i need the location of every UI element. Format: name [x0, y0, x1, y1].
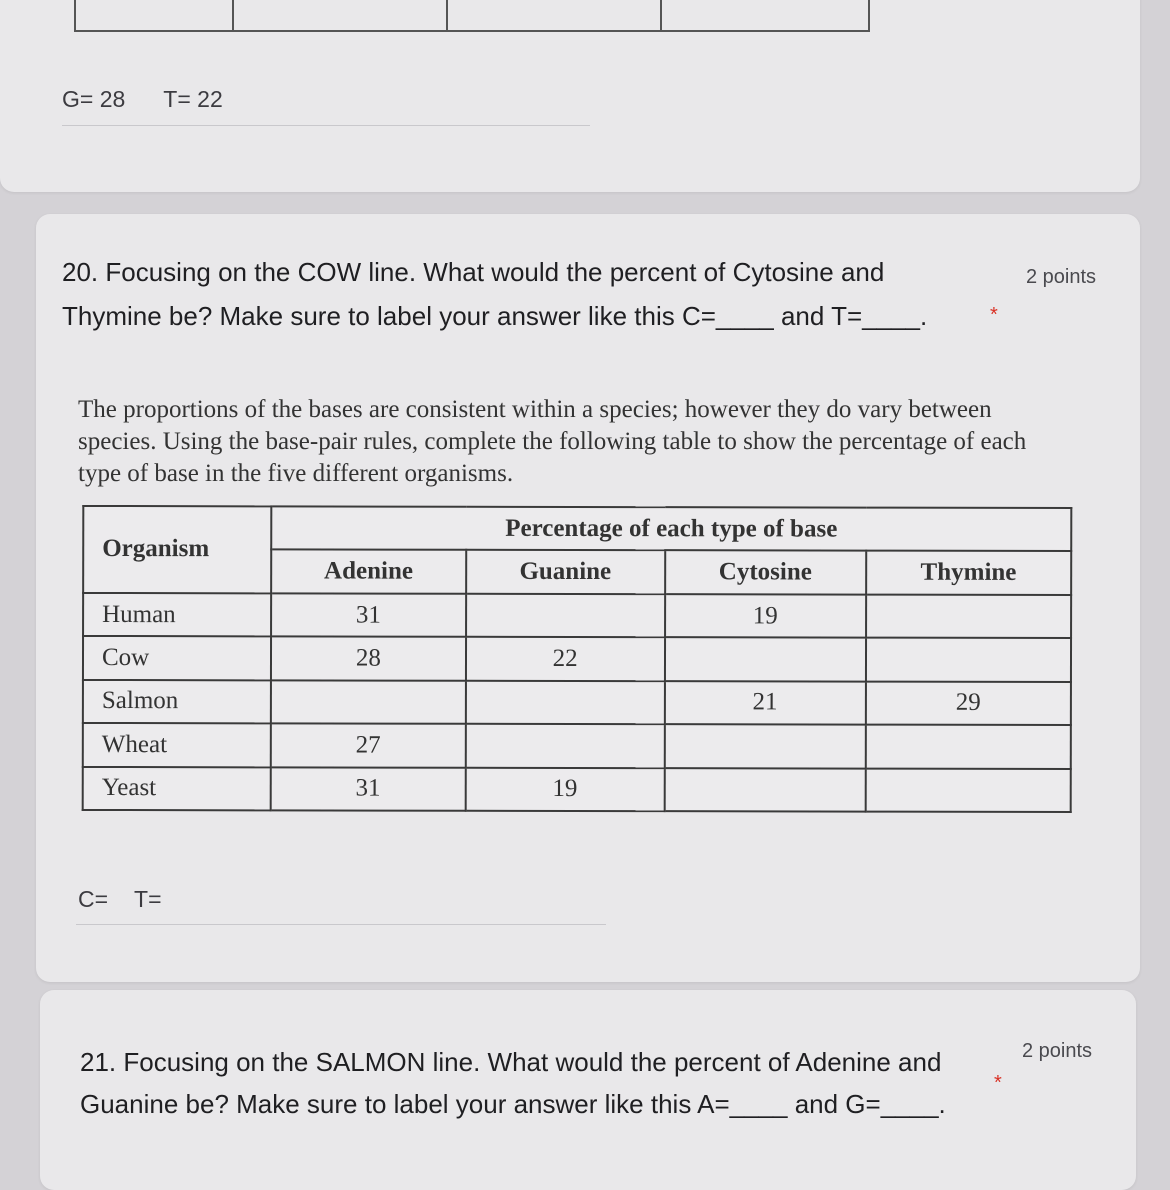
cytosine-cell: 19: [665, 594, 866, 638]
guanine-cell: 19: [465, 767, 664, 811]
thymine-cell: 29: [866, 681, 1071, 725]
thymine-cell: [866, 594, 1071, 638]
guanine-cell: [465, 724, 664, 768]
cytosine-header: Cytosine: [665, 551, 866, 595]
table-row-wheat: [83, 723, 1071, 768]
question-20-passage: The proportions of the bases are consistent within a species; however they do vary between species. Using the base-pair rules, complete the following table to show the percentage of each type of base in the five different organisms.: [78, 396, 1027, 487]
adenine-cell: 31: [271, 767, 466, 811]
question-21-points: 2 points: [1022, 1040, 1093, 1062]
guanine-cell: [466, 594, 665, 638]
previous-answer-text[interactable]: [62, 86, 223, 113]
cytosine-cell: [664, 724, 865, 768]
question-20-title-line1: 20. Focusing on the COW line. What would the percent of Cytosine and: [62, 257, 885, 287]
table-row-yeast: [83, 766, 1071, 812]
guanine-cell: [466, 680, 665, 724]
previous-answer-t: T= 22: [163, 86, 223, 112]
answer-c: C=: [78, 886, 109, 912]
previous-answer-g: G= 28: [62, 86, 126, 112]
thymine-header: Thymine: [866, 551, 1071, 595]
organism-cell: Salmon: [83, 680, 271, 724]
guanine-header: Guanine: [466, 550, 665, 594]
organism-cell: Cow: [83, 636, 271, 680]
previous-table-fragment: [74, 0, 870, 32]
adenine-cell: [271, 680, 466, 724]
organism-cell: Wheat: [83, 723, 271, 767]
required-asterisk: *: [994, 1072, 1002, 1094]
adenine-cell: 31: [271, 593, 466, 637]
thymine-cell: [865, 725, 1070, 769]
question-20-answer-underline: [76, 924, 606, 925]
thymine-cell: [866, 638, 1071, 682]
question-20-title-line2: Thymine be? Make sure to label your answer like this C=____ and T=____.: [62, 301, 928, 331]
table-row-human: [83, 593, 1071, 638]
table-row-salmon: [83, 680, 1071, 725]
thymine-cell: [865, 768, 1070, 812]
answer-t: T=: [134, 886, 162, 912]
question-20-answer-text[interactable]: [78, 886, 162, 913]
previous-question-card: [0, 0, 1140, 192]
adenine-cell: 27: [271, 723, 466, 767]
question-21-title-line2: Guanine be? Make sure to label your answer like this A=____ and G=____.: [80, 1089, 946, 1119]
question-20-points: 2 points: [1026, 266, 1097, 288]
base-percentage-table: [82, 505, 1073, 813]
cytosine-cell: [664, 768, 865, 812]
table-row-cow: [83, 636, 1071, 681]
guanine-cell: 22: [466, 637, 665, 681]
required-asterisk: *: [990, 304, 998, 326]
adenine-cell: 28: [271, 637, 466, 681]
organism-cell: Human: [83, 593, 271, 637]
table-divider: [660, 0, 662, 30]
percentage-group-header: Percentage of each type of base: [271, 506, 1071, 551]
adenine-header: Adenine: [271, 550, 466, 594]
question-21-title-line1: 21. Focusing on the SALMON line. What would the percent of Adenine and: [80, 1047, 942, 1077]
organism-cell: Yeast: [83, 766, 271, 810]
organism-header: Organism: [83, 506, 271, 593]
cytosine-cell: [665, 637, 866, 681]
previous-answer-underline: [62, 125, 590, 126]
table-divider: [446, 0, 448, 30]
table-divider: [232, 0, 234, 30]
cytosine-cell: 21: [664, 681, 865, 725]
